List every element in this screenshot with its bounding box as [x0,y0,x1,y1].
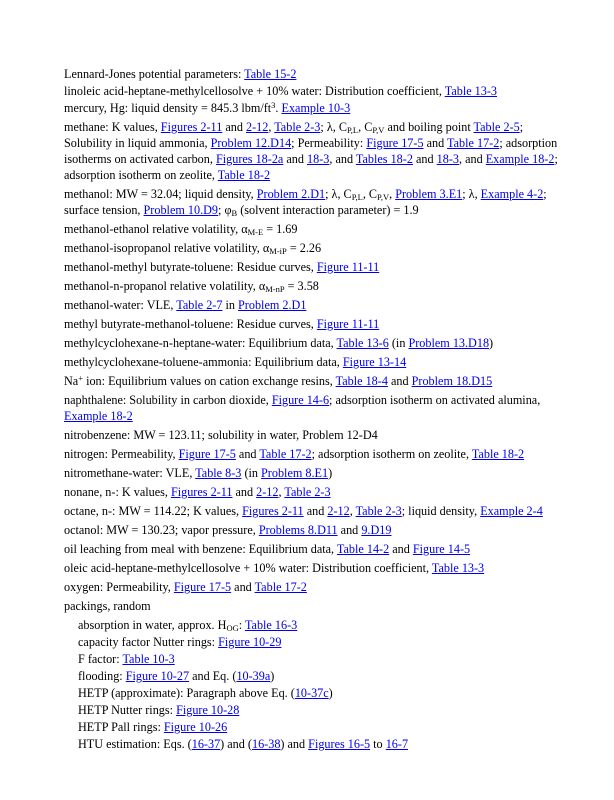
index-entry [64,484,564,500]
entry-text: HETP Pall rings: [78,720,164,734]
index-entry [64,541,564,557]
cross-reference-link[interactable]: 16-7 [385,737,409,751]
entry-text: methyl butyrate-methanol-toluene: Residue curves, [64,317,317,331]
cross-reference-link[interactable]: Figure 17-5 [178,447,236,461]
entry-text: methylcyclohexane-toluene-ammonia: Equilibrium data, [64,355,343,369]
cross-reference-link[interactable]: Table 15-2 [244,67,297,81]
entry-text: ) [489,336,494,350]
subscript-text: P,V [372,125,385,135]
cross-reference-link[interactable]: Example 10-3 [281,101,351,115]
entry-text: and [235,447,260,461]
subscript-text: P,V [377,192,390,202]
subscript-text: P,L [346,125,359,135]
entry-text: ) and [280,737,309,751]
entry-text: and [337,523,362,537]
cross-reference-link[interactable]: Table 18-2 [471,447,525,461]
entry-text: methylcyclohexane-n-heptane-water: Equilibrium data, [64,336,337,350]
entry-text: nitromethane-water: VLE, [64,466,196,480]
entry-text: ; adsorption isotherm on zeolite, [311,447,472,461]
entry-text: octane, n-: MW = 114.22; K values, [64,504,243,518]
entry-text: HTU estimation: Eqs. ( [78,737,192,751]
cross-reference-link[interactable]: Table 17-2 [447,136,500,150]
entry-text: HETP (approximate): Paragraph above Eq. ( [78,686,295,700]
cross-reference-link[interactable]: Table 13-6 [336,336,389,350]
cross-reference-link[interactable]: Table 2-5 [473,120,520,134]
cross-reference-link[interactable]: Table 2-3 [284,485,331,499]
index-subentry [64,668,564,684]
cross-reference-link[interactable]: Problem 8.E1 [261,466,329,480]
index-entry [64,373,564,389]
entry-text: ; adsorption isotherm on activated alumina, [329,393,541,407]
subscript-text: M-nP [265,284,285,294]
cross-reference-link[interactable]: Figures 16-5 [308,737,371,751]
entry-text: ; λ, C [325,187,352,201]
entry-text: methanol-water: VLE, [64,298,177,312]
cross-reference-link[interactable]: Table 18-2 [217,168,271,182]
entry-text: ; λ, C [320,120,347,134]
entry-text: and [222,120,246,134]
entry-text: (solvent interaction parameter) = 1.9 [237,203,419,217]
index-subentry [64,702,564,718]
index-entry [64,354,564,370]
cross-reference-link[interactable]: Figure 10-26 [163,720,228,734]
entry-text: , C [362,187,378,201]
cross-reference-link[interactable]: Example 18-2 [485,152,555,166]
cross-reference-link[interactable]: Figure 14-5 [412,542,471,556]
entry-text: and [303,504,328,518]
index-entry [64,259,564,275]
index-entry [64,427,564,443]
index-entry [64,598,564,614]
entry-text: in [222,298,239,312]
entry-text: and [412,152,437,166]
subscript-text: P,L [351,192,363,202]
cross-reference-link[interactable]: Figure 17-5 [173,580,232,594]
cross-reference-link[interactable]: Problem 18.D15 [411,374,493,388]
index-subentry [64,651,564,667]
entry-text: methanol: MW = 32.04; liquid density, [64,187,257,201]
index-entry [64,119,564,183]
index-entry [64,335,564,351]
index-entry [64,560,564,576]
cross-reference-link[interactable]: 18-3 [436,152,459,166]
entry-text: Lennard-Jones potential parameters: [64,67,245,81]
entry-text: Na [64,374,79,388]
entry-text: nonane, n-: K values, [64,485,171,499]
cross-reference-link[interactable]: Table 2-3 [274,120,321,134]
cross-reference-link[interactable]: Figure 17-5 [366,136,424,150]
entry-text: ; surface tension, [64,187,547,217]
entry-text: ; φ [218,203,232,217]
entry-text: HETP Nutter rings: [78,703,177,717]
index-entry [64,83,564,99]
entry-text: ; Permeability: [291,136,367,150]
subscript-text: M-E [247,227,264,237]
cross-reference-link[interactable]: Figure 10-27 [125,669,190,683]
entry-text: nitrogen: Permeability, [64,447,179,461]
entry-text: = 1.69 [263,222,298,236]
entry-text: and [389,542,413,556]
entry-text: methanol-methyl butyrate-toluene: Residue curves, [64,260,317,274]
index-entry-list [64,66,564,753]
cross-reference-link[interactable]: Problem 2.D1 [256,187,326,201]
entry-text: methanol-n-propanol relative volatility, α [64,279,266,293]
entry-text: (in [241,466,262,480]
entry-text: capacity factor Nutter rings: [78,635,219,649]
cross-reference-link[interactable]: Problem 10.D9 [143,203,219,217]
superscript-text: + [78,373,84,383]
entry-text: oil leaching from meal with benzene: Equilibrium data, [64,542,337,556]
entry-text: ) [328,466,333,480]
cross-reference-link[interactable]: Example 18-2 [64,409,133,423]
index-subentry [64,634,564,650]
entry-text: octanol: MW = 130.23; vapor pressure, [64,523,259,537]
cross-reference-link[interactable]: Figure 10-28 [176,703,240,717]
entry-text: = 2.26 [286,241,322,255]
entry-text: and [232,485,257,499]
entry-text: ) [328,686,333,700]
index-entry [64,522,564,538]
entry-text: methanol-isopropanol relative volatility, α [64,241,270,255]
index-entry [64,186,564,218]
cross-reference-link[interactable]: Table 10-3 [122,652,175,666]
cross-reference-link[interactable]: 10-37c [294,686,329,700]
cross-reference-link[interactable]: Table 17-2 [259,447,312,461]
cross-reference-link[interactable]: 18-3 [307,152,330,166]
cross-reference-link[interactable]: Table 13-3 [431,561,485,575]
cross-reference-link[interactable]: 16-38 [251,737,281,751]
entry-text: , [389,187,396,201]
cross-reference-link[interactable]: Problem 3.E1 [395,187,463,201]
entry-text: naphthalene: Solubility in carbon dioxide, [64,393,272,407]
cross-reference-link[interactable]: Figures 2-11 [242,504,304,518]
entry-text: ; λ, [462,187,481,201]
cross-reference-link[interactable]: Figure 14-6 [271,393,330,407]
index-subentry [64,719,564,735]
entry-text: and [387,374,412,388]
entry-text: packings, random [64,599,151,613]
entry-text: and Eq. ( [189,669,237,683]
entry-text: ; adsorption isotherm on zeolite, [64,152,558,182]
cross-reference-link[interactable]: 16-37 [191,737,221,751]
subscript-text: M-iP [269,246,287,256]
entry-text: ; adsorption isotherms on activated carbon, [64,136,558,166]
entry-text: (in [388,336,409,350]
index-entry [64,278,564,294]
cross-reference-link[interactable]: Table 2-7 [176,298,223,312]
index-entry [64,503,564,519]
entry-text: , [278,485,285,499]
entry-text: , and [329,152,356,166]
entry-text: ion: Equilibrium values on cation exchange resins, [83,374,336,388]
cross-reference-link[interactable]: Example 2-4 [480,504,543,518]
cross-reference-link[interactable]: Figures 2-11 [170,485,233,499]
cross-reference-link[interactable]: Figure 11-11 [316,260,380,274]
entry-text: and [283,152,308,166]
entry-text: mercury, Hg: liquid density = 845.3 lbm/ft [64,101,272,115]
cross-reference-link[interactable]: Table 18-4 [335,374,388,388]
entry-text: ) and ( [220,737,252,751]
cross-reference-link[interactable]: Problems 8.D11 [258,523,338,537]
cross-reference-link[interactable]: Problem 12.D14 [210,136,292,150]
entry-text: ; liquid density, [401,504,481,518]
cross-reference-link[interactable]: 2-12 [327,504,350,518]
entry-text: oxygen: Permeability, [64,580,174,594]
cross-reference-link[interactable]: Figures 18-2a [215,152,284,166]
entry-text: , [268,120,275,134]
cross-reference-link[interactable]: 10-39a [236,669,271,683]
entry-text: absorption in water, approx. H [78,618,227,632]
cross-reference-link[interactable]: 2-12 [256,485,279,499]
entry-text: , C [358,120,373,134]
entry-text: and [423,136,448,150]
cross-reference-link[interactable]: Tables 18-2 [355,152,413,166]
superscript-text: 3 [271,100,276,110]
entry-text: methane: K values, [64,120,161,134]
index-entry [64,392,564,424]
entry-text: F factor: [78,652,123,666]
index-subentry [64,617,564,633]
index-entry [64,240,564,256]
index-entry [64,66,564,82]
subscript-text: OG [226,623,239,633]
cross-reference-link[interactable]: Table 8-3 [195,466,242,480]
subscript-text: B [231,208,238,218]
index-entry [64,579,564,595]
index-entry [64,316,564,332]
index-entry [64,465,564,481]
cross-reference-link[interactable]: Table 17-2 [254,580,307,594]
entry-text: flooding: [78,669,126,683]
cross-reference-link[interactable]: Problem 13.D18 [408,336,490,350]
cross-reference-link[interactable]: Table 14-2 [336,542,390,556]
cross-reference-link[interactable]: Figure 11-11 [316,317,380,331]
index-entry [64,221,564,237]
entry-text: linoleic acid-heptane-methylcellosolve + 10% water: Distribution coefficient, [64,84,445,98]
entry-text: , and [458,152,486,166]
entry-text: ; Solubility in liquid ammonia, [64,120,524,150]
entry-text: : [238,618,245,632]
entry-text: and [231,580,255,594]
entry-text: ) [270,669,275,683]
entry-text: oleic acid-heptane-methylcellosolve + 10% water: Distribution coefficient, [64,561,432,575]
cross-reference-link[interactable]: Table 16-3 [244,618,298,632]
index-entry [64,297,564,313]
entry-text: to [370,737,386,751]
entry-text: and boiling point [384,120,474,134]
index-subentry [64,685,564,701]
entry-text: . [275,101,282,115]
entry-text: nitrobenzene: MW = 123.11; solubility in water, Problem 12-D4 [64,428,378,442]
cross-reference-link[interactable]: Table 2-3 [355,504,402,518]
index-subentry [64,736,564,752]
entry-text: = 3.58 [284,279,319,293]
entry-text: , [349,504,356,518]
index-entry [64,100,564,116]
cross-reference-link[interactable]: Figure 10-29 [218,635,282,649]
cross-reference-link[interactable]: Problem 2.D1 [238,298,307,312]
cross-reference-link[interactable]: Example 4-2 [480,187,544,201]
cross-reference-link[interactable]: 2-12 [246,120,269,134]
cross-reference-link[interactable]: Table 13-3 [444,84,498,98]
cross-reference-link[interactable]: Figures 2-11 [160,120,223,134]
entry-text: methanol-ethanol relative volatility, α [64,222,248,236]
cross-reference-link[interactable]: Figure 13-14 [342,355,407,369]
cross-reference-link[interactable]: 9.D19 [361,523,392,537]
index-entry [64,446,564,462]
